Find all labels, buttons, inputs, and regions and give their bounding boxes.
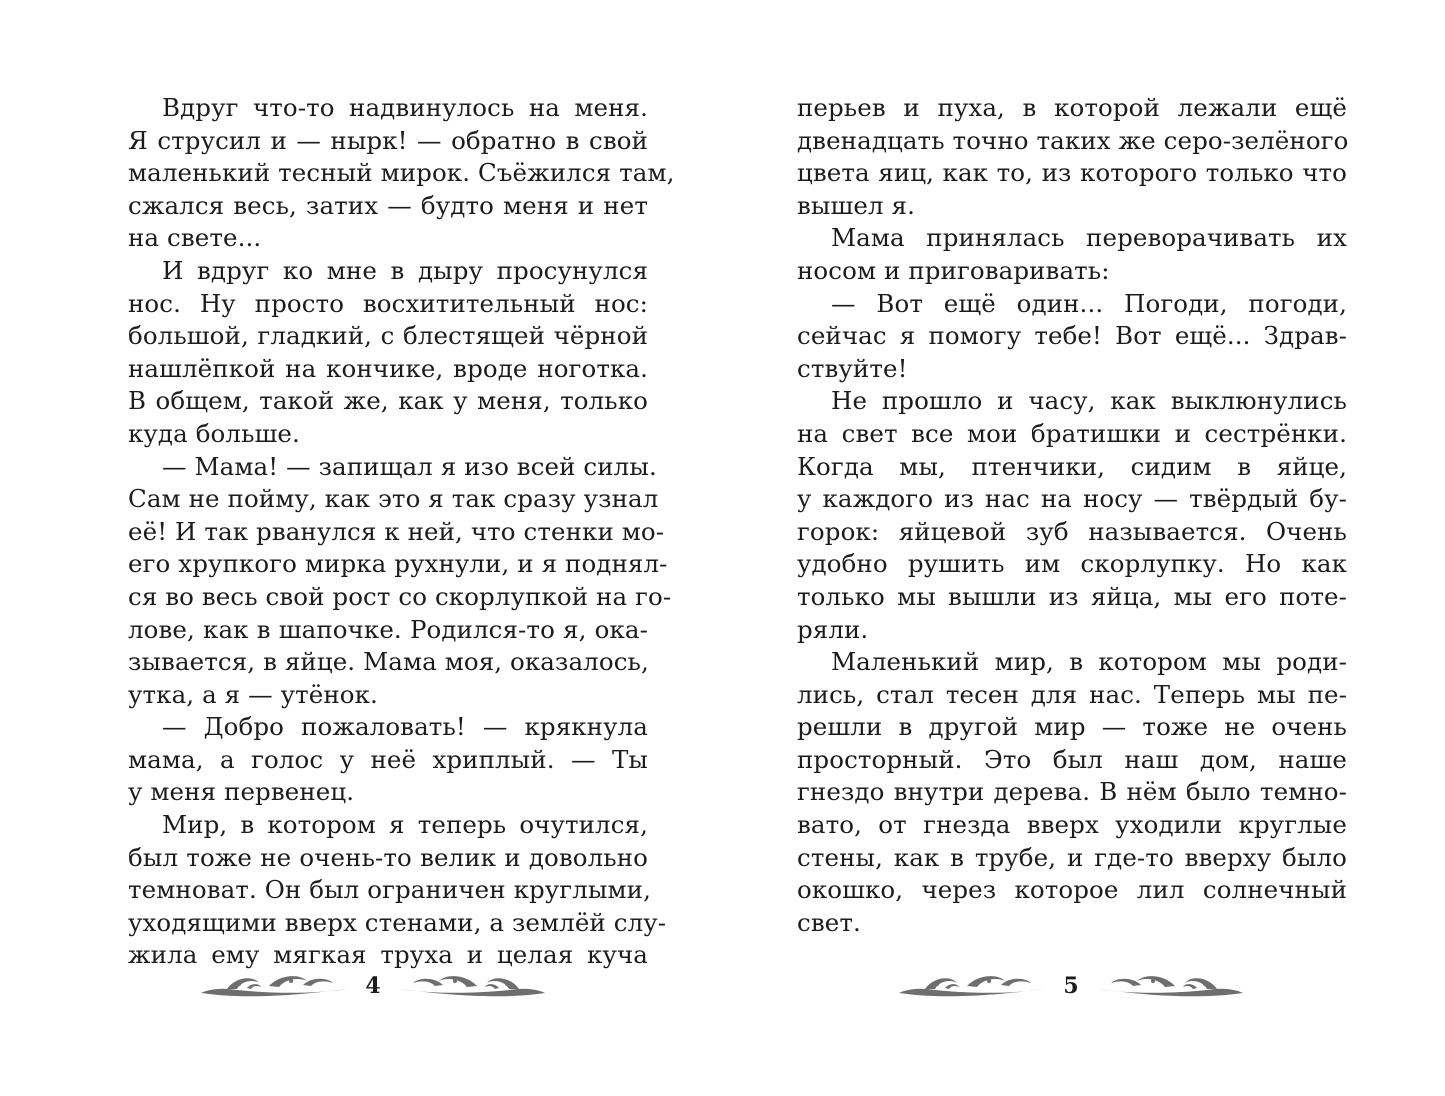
right-flourish-icon: [1095, 971, 1245, 1001]
text-line: нос. Ну просто восхитительный нос:: [128, 288, 648, 318]
text-line: утка, а я — утёнок.: [128, 679, 378, 709]
page-number: 5: [1063, 973, 1079, 999]
text-line: на свет все мои братишки и сестрёнки.: [797, 418, 1347, 448]
text-line: у каждого из нас на носу — твёрдый бу-: [797, 484, 1347, 514]
text-line: лове, как в шапочке. Родился-то я, ока-: [128, 614, 648, 644]
right-flourish-icon: [397, 971, 547, 1001]
text-line: куда больше.: [128, 418, 300, 448]
text-line: сейчас я помогу тебе! Вот ещё... Здрав-: [797, 321, 1347, 351]
left-page-body: [128, 92, 675, 972]
text-line: её! И так рванулся к ней, что стенки мо-: [128, 516, 665, 546]
text-line: сжался весь, затих — будто меня и нет: [128, 190, 648, 220]
text-line: Когда мы, птенчики, сидим в яйце,: [797, 451, 1347, 481]
text-line: — Вот ещё один... Погоди, погоди,: [831, 288, 1347, 318]
text-line: цвета яиц, как то, из которого только что: [797, 158, 1347, 188]
text-line: был тоже не очень-то велик и довольно: [128, 842, 648, 872]
text-line: — Мама! — запищал я изо всей силы.: [162, 451, 657, 481]
text-line: только мы вышли из яйца, мы его поте-: [797, 581, 1347, 611]
text-line: Не прошло и часу, как выклюнулись: [831, 386, 1347, 416]
text-line: стены, как в трубе, и где-то вверху было: [797, 842, 1347, 872]
text-line: маленький тесный мирок. Съёжился там,: [128, 158, 675, 188]
text-line: нашлёпкой на кончике, вроде ноготка.: [128, 353, 648, 383]
text-line: у меня первенец.: [128, 777, 355, 807]
text-line: свет.: [797, 907, 861, 937]
text-line: перьев и пуха, в которой лежали ещё: [797, 93, 1347, 122]
left-flourish-icon: [897, 971, 1047, 1001]
text-line: Я струсил и — нырк! — обратно в свой: [128, 125, 648, 155]
text-line: ствуйте!: [797, 353, 908, 383]
text-line: Маленький мир, в котором мы роди-: [831, 647, 1347, 677]
left-page-footer: [200, 968, 546, 1004]
text-line: просторный. Это был наш дом, наше: [797, 744, 1347, 774]
text-line: Мама принялась переворачивать их: [831, 223, 1347, 253]
text-line: двенадцать точно таких же серо-зелёного: [797, 125, 1349, 155]
text-line: удобно рушить им скорлупку. Но как: [797, 549, 1347, 579]
text-line: горок: яйцевой зуб называется. Очень: [797, 516, 1347, 546]
text-line: лись, стал тесен для нас. Теперь мы пе-: [797, 679, 1347, 709]
text-line: окошко, через которое лил солнечный: [797, 875, 1347, 905]
left-flourish-icon: [199, 971, 349, 1001]
page-number: 4: [365, 973, 381, 999]
text-line: — Добро пожаловать! — крякнула: [162, 712, 648, 742]
text-line: вато, от гнезда вверх уходили круглые: [797, 810, 1347, 840]
right-page-body: [797, 92, 1347, 939]
text-line: решли в другой мир — тоже не очень: [797, 712, 1347, 742]
text-line: ряли.: [797, 614, 869, 644]
text-line: на свете...: [128, 223, 262, 253]
text-line: И вдруг ко мне в дыру просунулся: [162, 255, 648, 285]
text-line: темноват. Он был ограничен круглыми,: [128, 875, 651, 905]
text-line: Вдруг что-то надвинулось на меня.: [162, 93, 648, 122]
text-line: Сам не пойму, как это я так сразу узнал: [128, 484, 659, 514]
text-line: Мир, в котором я теперь очутился,: [162, 810, 648, 840]
right-page-footer: [898, 968, 1244, 1004]
text-line: жила ему мягкая труха и целая куча: [128, 940, 648, 970]
text-line: В общем, такой же, как у меня, только: [128, 386, 648, 416]
text-line: ся во весь свой рост со скорлупкой на го-: [128, 581, 672, 611]
text-line: его хрупкого мирка рухнули, и я поднял-: [128, 549, 668, 579]
text-line: зывается, в яйце. Мама моя, оказалось,: [128, 647, 649, 677]
text-line: носом и приговаривать:: [797, 255, 1110, 285]
text-line: вышел я.: [797, 190, 915, 220]
text-line: гнездо внутри дерева. В нём было темно-: [797, 777, 1347, 807]
text-line: мама, а голос у неё хриплый. — Ты: [128, 744, 648, 774]
text-line: большой, гладкий, с блестящей чёрной: [128, 321, 648, 351]
text-line: уходящими вверх стенами, а землёй слу-: [128, 907, 667, 937]
